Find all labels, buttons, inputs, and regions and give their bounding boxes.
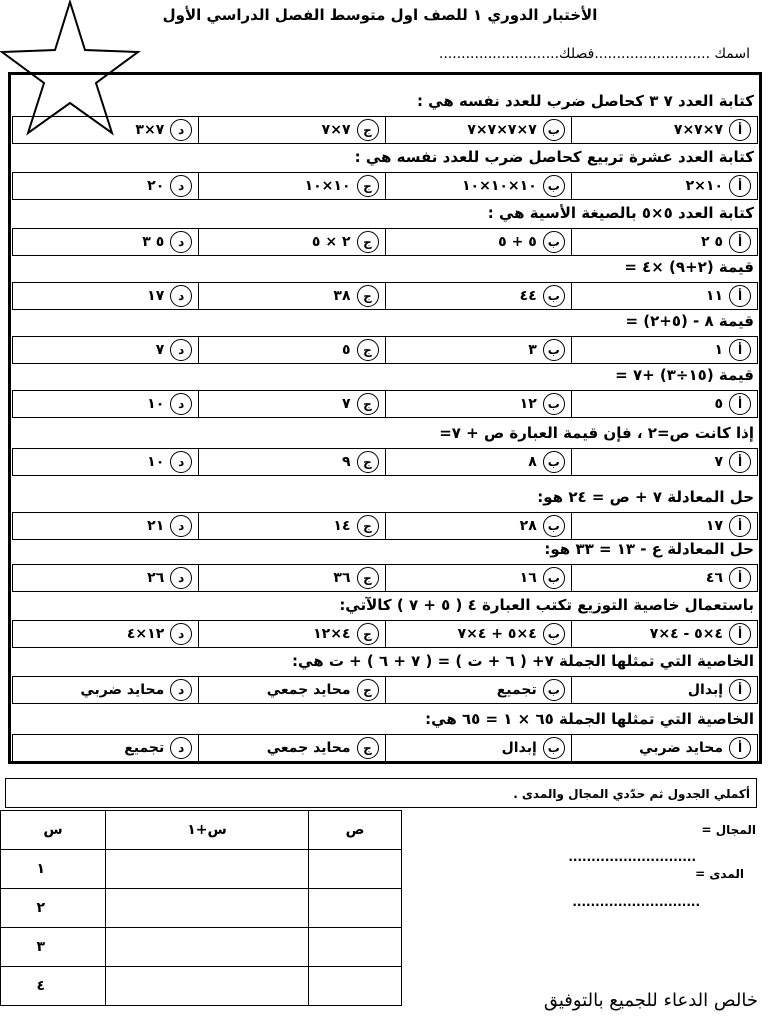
option-letter: أ	[729, 515, 751, 537]
option-1[interactable]	[571, 283, 757, 309]
option-3[interactable]	[198, 337, 384, 363]
option-3[interactable]	[198, 565, 384, 591]
table-cell-y[interactable]	[309, 928, 402, 967]
option-value: ٧×٧×٧×٧	[467, 122, 537, 138]
option-value: ٤٤	[519, 288, 537, 304]
option-value: إبدال	[687, 682, 723, 698]
option-letter: أ	[729, 567, 751, 589]
option-letter: أ	[729, 119, 751, 141]
options-row	[12, 620, 758, 648]
option-1[interactable]	[571, 449, 757, 475]
option-value: ٨	[528, 454, 537, 470]
option-value: محايد ضربي	[639, 740, 723, 756]
options-row	[12, 228, 758, 256]
option-letter: د	[170, 393, 192, 415]
option-letter: ب	[543, 231, 565, 253]
option-1[interactable]	[571, 173, 757, 199]
option-letter: د	[170, 175, 192, 197]
option-4[interactable]	[13, 337, 198, 363]
question-text: الخاصية التي تمثلها الجملة ٦٥ × ١ = ٦٥ هي:	[425, 710, 754, 728]
question-text: كتابة العدد ٧ ٣ كحاصل ضرب للعدد نفسه هي :	[416, 92, 754, 110]
range-dots: ............................	[572, 895, 700, 909]
option-letter: ج	[357, 623, 379, 645]
option-letter: د	[170, 737, 192, 759]
option-letter: ب	[543, 393, 565, 415]
option-3[interactable]	[198, 735, 384, 761]
option-letter: ب	[543, 623, 565, 645]
option-value: ٣٦	[333, 570, 351, 586]
option-3[interactable]	[198, 621, 384, 647]
option-letter: ب	[543, 679, 565, 701]
options-row	[12, 390, 758, 418]
option-letter: ج	[357, 451, 379, 473]
option-letter: أ	[729, 393, 751, 415]
table-header: س	[1, 811, 106, 850]
option-value: ١٤	[333, 518, 351, 534]
option-value: محايد جمعي	[266, 682, 351, 698]
option-letter: ج	[357, 339, 379, 361]
option-2[interactable]	[385, 735, 571, 761]
options-row	[12, 676, 758, 704]
option-letter: د	[170, 119, 192, 141]
table-instruction: أكملي الجدول ثم حدّدي المجال والمدى .	[5, 778, 757, 808]
option-4[interactable]	[13, 735, 198, 761]
range-label: المدى =	[695, 867, 744, 881]
option-4[interactable]	[13, 117, 198, 143]
option-value: ٢٨	[519, 518, 537, 534]
option-2[interactable]	[385, 337, 571, 363]
table-row	[1, 889, 402, 928]
options-row	[12, 116, 758, 144]
option-letter: ج	[357, 393, 379, 415]
option-value: تجميع	[124, 740, 165, 756]
option-letter: ج	[357, 515, 379, 537]
option-1[interactable]	[571, 513, 757, 539]
option-4[interactable]	[13, 513, 198, 539]
option-letter: ج	[357, 679, 379, 701]
option-letter: ب	[543, 339, 565, 361]
option-2[interactable]	[385, 229, 571, 255]
option-3[interactable]	[198, 391, 384, 417]
table-header: ص	[309, 811, 402, 850]
option-value: ١٠	[147, 454, 165, 470]
option-letter: أ	[729, 737, 751, 759]
option-3[interactable]	[198, 283, 384, 309]
option-2[interactable]	[385, 173, 571, 199]
option-letter: د	[170, 451, 192, 473]
option-value: ١٢×٤	[126, 626, 165, 642]
option-letter: ب	[543, 567, 565, 589]
option-letter: أ	[729, 231, 751, 253]
option-value: ٢٠	[147, 178, 165, 194]
question-text: قيمة (٢+٩) ×٤ =	[624, 258, 754, 276]
option-value: ٧×٧×٧	[673, 122, 723, 138]
table-cell-y[interactable]	[309, 850, 402, 889]
option-2[interactable]	[385, 677, 571, 703]
options-row	[12, 336, 758, 364]
option-4[interactable]	[13, 449, 198, 475]
question-text: كتابة العدد ٥×٥ بالصيغة الأسية هي :	[487, 204, 754, 222]
option-value: ٩	[341, 454, 351, 470]
options-row	[12, 448, 758, 476]
option-1[interactable]	[571, 621, 757, 647]
option-1[interactable]	[571, 337, 757, 363]
options-row	[12, 282, 758, 310]
option-2[interactable]	[385, 283, 571, 309]
option-value: ٥	[714, 396, 723, 412]
option-letter: د	[170, 231, 192, 253]
option-letter: ب	[543, 119, 565, 141]
option-2[interactable]	[385, 391, 571, 417]
option-value: ١٠	[147, 396, 165, 412]
option-letter: ب	[543, 175, 565, 197]
option-value: ٥ ٢	[701, 234, 723, 250]
table-row	[1, 967, 402, 1006]
option-2[interactable]	[385, 621, 571, 647]
option-value: ١٢	[519, 396, 537, 412]
domain-dots: ............................	[568, 850, 696, 864]
option-value: إبدال	[501, 740, 537, 756]
table-cell-x1[interactable]	[106, 889, 309, 928]
option-letter: ج	[357, 231, 379, 253]
option-value: ٢٦	[147, 570, 165, 586]
option-letter: ج	[357, 737, 379, 759]
table-cell-x1[interactable]	[106, 850, 309, 889]
option-1[interactable]	[571, 735, 757, 761]
option-4[interactable]	[13, 565, 198, 591]
option-letter: ب	[543, 515, 565, 537]
name-class-line: اسمك ..........................فصلك...........................	[438, 46, 750, 62]
option-3[interactable]	[198, 677, 384, 703]
option-4[interactable]	[13, 173, 198, 199]
option-value: ٤×١٢	[313, 626, 351, 642]
closing-text: خالص الدعاء للجميع بالتوفيق	[543, 990, 758, 1011]
option-value: ٧	[714, 454, 723, 470]
table-header: س+١	[106, 811, 309, 850]
page-title: الأختبار الدوري ١ للصف اول متوسط الفصل الدراسي الأول	[162, 6, 598, 24]
option-value: ٧×٣	[135, 122, 165, 138]
option-2[interactable]	[385, 449, 571, 475]
table-cell-x: ٣	[1, 928, 106, 967]
option-value: ٣٨	[333, 288, 351, 304]
option-3[interactable]	[198, 117, 384, 143]
option-letter: أ	[729, 339, 751, 361]
option-value: ١٦	[519, 570, 537, 586]
table-cell-x: ١	[1, 850, 106, 889]
option-value: ٧	[155, 342, 165, 358]
option-letter: أ	[729, 623, 751, 645]
question-text: كتابة العدد عشرة تربيع كحاصل ضرب للعدد نفسه هي :	[354, 148, 754, 166]
table-row	[1, 928, 402, 967]
question-text: الخاصية التي تمثلها الجملة ٧+ ( ٦ + ت ) = ( ٧ + ٦ ) + ت هي:	[292, 652, 754, 670]
option-letter: ج	[357, 119, 379, 141]
option-2[interactable]	[385, 117, 571, 143]
question-text: باستعمال خاصية التوزيع تكتب العبارة ٤ ( ٥ + ٧ ) كالآتي:	[339, 596, 754, 614]
option-value: ١٠×٢	[685, 178, 723, 194]
option-1[interactable]	[571, 565, 757, 591]
option-letter: د	[170, 679, 192, 701]
table-cell-x: ٤	[1, 967, 106, 1006]
option-letter: أ	[729, 175, 751, 197]
option-3[interactable]	[198, 449, 384, 475]
option-1[interactable]	[571, 677, 757, 703]
option-value: ٥ + ٥	[498, 234, 537, 250]
option-letter: أ	[729, 679, 751, 701]
option-letter: د	[170, 285, 192, 307]
options-row	[12, 512, 758, 540]
option-value: ٥ ٣	[142, 234, 165, 250]
option-value: ٧	[341, 396, 351, 412]
question-text: حل المعادلة ٧ + ص = ٢٤ هو:	[537, 488, 754, 506]
option-letter: د	[170, 515, 192, 537]
option-letter: ج	[357, 285, 379, 307]
option-value: ١٠×١٠×١٠	[462, 178, 537, 194]
option-letter: ج	[357, 567, 379, 589]
option-value: ١٧	[147, 288, 165, 304]
option-3[interactable]	[198, 229, 384, 255]
options-row	[12, 734, 758, 762]
option-2[interactable]	[385, 513, 571, 539]
table-row	[1, 850, 402, 889]
option-value: تجميع	[496, 682, 537, 698]
option-4[interactable]	[13, 677, 198, 703]
options-row	[12, 564, 758, 592]
table-cell-x1[interactable]	[106, 928, 309, 967]
option-value: ٣	[528, 342, 537, 358]
question-text: قيمة ٨ - (٥+٢) =	[625, 312, 754, 330]
option-letter: ب	[543, 285, 565, 307]
question-text: قيمة (١٥÷٣) +٧ =	[615, 366, 754, 384]
option-4[interactable]	[13, 229, 198, 255]
option-1[interactable]	[571, 391, 757, 417]
option-value: محايد جمعي	[266, 740, 351, 756]
option-letter: أ	[729, 451, 751, 473]
option-letter: ج	[357, 175, 379, 197]
option-value: ٥	[341, 342, 351, 358]
option-4[interactable]	[13, 283, 198, 309]
option-value: ٤٦	[705, 570, 723, 586]
option-value: ٤×٥ - ٤×٧	[649, 626, 723, 642]
option-letter: د	[170, 339, 192, 361]
option-value: ٢١	[147, 518, 165, 534]
option-1[interactable]	[571, 229, 757, 255]
question-text: حل المعادلة ع - ١٣ = ٣٣ هو:	[544, 540, 754, 558]
option-value: ٢ × ٥	[311, 234, 351, 250]
option-value: ١١	[705, 288, 723, 304]
option-letter: ب	[543, 451, 565, 473]
option-4[interactable]	[13, 391, 198, 417]
option-4[interactable]	[13, 621, 198, 647]
option-letter: ب	[543, 737, 565, 759]
domain-label: المجال =	[701, 823, 756, 837]
option-3[interactable]	[198, 173, 384, 199]
options-row	[12, 172, 758, 200]
question-text: إذا كانت ص=٢ ، فإن قيمة العبارة ص + ٧=	[439, 424, 754, 442]
option-value: ١٠×١٠	[304, 178, 351, 194]
option-letter: أ	[729, 285, 751, 307]
option-3[interactable]	[198, 513, 384, 539]
option-value: ٧×٧	[321, 122, 351, 138]
option-letter: د	[170, 567, 192, 589]
values-table	[0, 810, 402, 1006]
option-value: محايد ضربي	[80, 682, 165, 698]
option-letter: د	[170, 623, 192, 645]
option-value: ١٧	[705, 518, 723, 534]
table-cell-x: ٢	[1, 889, 106, 928]
table-cell-y[interactable]	[309, 967, 402, 1006]
option-2[interactable]	[385, 565, 571, 591]
option-value: ١	[714, 342, 723, 358]
table-cell-y[interactable]	[309, 889, 402, 928]
option-value: ٤×٥ + ٤×٧	[457, 626, 537, 642]
table-cell-x1[interactable]	[106, 967, 309, 1006]
option-1[interactable]	[571, 117, 757, 143]
